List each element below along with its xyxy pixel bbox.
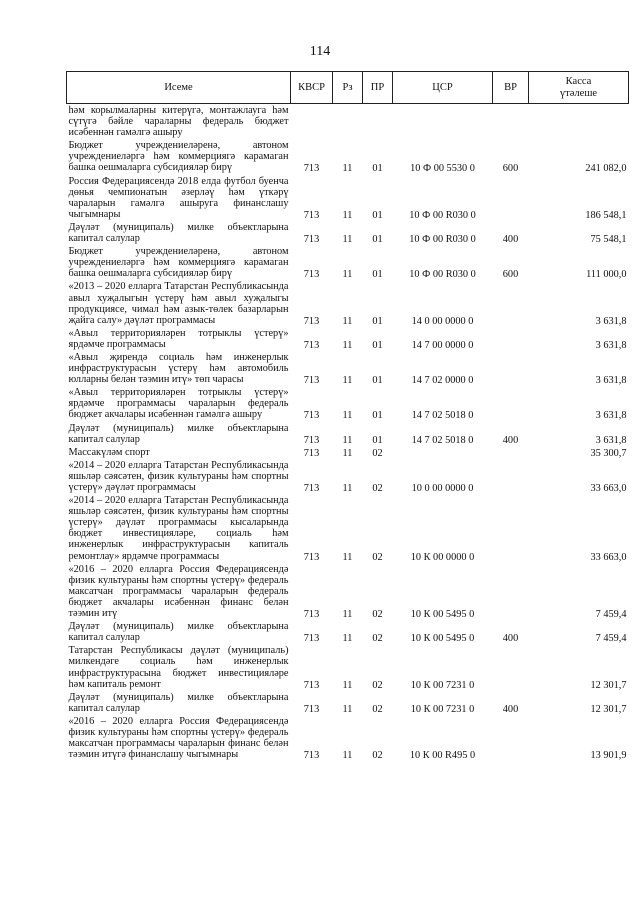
table-body bbox=[67, 104, 629, 762]
cell-vr bbox=[493, 644, 529, 690]
header-kassa bbox=[529, 72, 629, 104]
cell-rz: 11 bbox=[342, 269, 353, 281]
cell-vr: 400 bbox=[502, 434, 519, 446]
cell-rz: 11 bbox=[342, 551, 353, 563]
cell-name: «2016 – 2020 елларга Россия Федерациясендә физик культураны һәм спортны үстерү» федераль максатчан программасы чараларын федераль бюджет акчалары исәбеннән финанс белән тәэмин итү bbox=[68, 563, 289, 620]
cell-kassa: 186 548,1 bbox=[585, 209, 627, 221]
cell-kvsr: 713 bbox=[303, 315, 320, 327]
cell-csr: 10 К 00 7231 0 bbox=[410, 679, 475, 691]
cell-kvsr: 713 bbox=[303, 434, 320, 446]
cell-kassa: 12 301,7 bbox=[590, 703, 627, 715]
cell-pr: 02 bbox=[372, 609, 383, 621]
cell-vr: 400 bbox=[502, 234, 519, 246]
cell-kvsr: 713 bbox=[303, 209, 320, 221]
table-row bbox=[67, 715, 629, 761]
cell-name: «2014 – 2020 елларга Татарстан Республикасында яшьләр сәясәтен, физик культураны һәм спортны үстерү» дәүләт программасы кысаларында бюджет инвестицияләре, социаль һәм инженерлык инфраструктурасын капиталь ремонтлау» ярдәмче программасы bbox=[68, 495, 289, 562]
cell-pr: 01 bbox=[372, 163, 383, 175]
cell-vr bbox=[493, 351, 529, 386]
header-kvsr: КВСР bbox=[291, 72, 333, 104]
cell-vr bbox=[493, 563, 529, 620]
cell-name: Дәүләт (муниципаль) милке объектларына капитал салулар bbox=[68, 621, 289, 644]
cell-csr: 10 Ф 00 R030 0 bbox=[409, 269, 476, 281]
cell-kassa: 3 631,8 bbox=[595, 375, 627, 387]
table-row bbox=[67, 459, 629, 494]
cell-kvsr: 713 bbox=[303, 609, 320, 621]
cell-pr: 01 bbox=[372, 339, 383, 351]
cell-kvsr: 713 bbox=[303, 750, 320, 762]
cell-kassa: 3 631,8 bbox=[595, 339, 627, 351]
table-row bbox=[67, 644, 629, 690]
cell-rz: 11 bbox=[342, 703, 353, 715]
cell-rz: 11 bbox=[342, 375, 353, 387]
cell-pr bbox=[363, 104, 393, 140]
cell-rz: 11 bbox=[342, 163, 353, 175]
cell-kvsr: 713 bbox=[303, 410, 320, 422]
cell-kassa: 111 000,0 bbox=[586, 269, 627, 281]
cell-csr: 14 7 02 5018 0 bbox=[411, 410, 474, 422]
cell-kvsr: 713 bbox=[303, 269, 320, 281]
cell-vr: 600 bbox=[502, 163, 519, 175]
table-row bbox=[67, 351, 629, 386]
cell-name: «Авыл җирендә социаль һәм инженерлык инфраструктурасын үстерү һәм автомобиль юлларны белән тәэмин итү» төп чарасы bbox=[68, 351, 289, 386]
cell-name: Массакүләм спорт bbox=[68, 446, 150, 458]
cell-rz: 11 bbox=[342, 315, 353, 327]
budget-table bbox=[66, 71, 629, 761]
cell-csr: 14 7 02 5018 0 bbox=[411, 434, 474, 446]
cell-rz: 11 bbox=[342, 209, 353, 221]
cell-pr: 02 bbox=[372, 679, 383, 691]
cell-kassa: 13 901,9 bbox=[590, 750, 627, 762]
cell-name: Дәүләт (муниципаль) милке объектларына капитал салулар bbox=[68, 422, 289, 445]
cell-rz: 11 bbox=[342, 410, 353, 422]
cell-rz: 11 bbox=[342, 234, 353, 246]
cell-vr bbox=[493, 386, 529, 421]
cell-kvsr: 713 bbox=[303, 447, 320, 459]
cell-kvsr: 713 bbox=[303, 679, 320, 691]
cell-rz: 11 bbox=[342, 633, 353, 645]
cell-vr bbox=[493, 175, 529, 221]
table-row bbox=[67, 691, 629, 715]
cell-name: «2013 – 2020 елларга Татарстан Республикасында авыл хуҗалыгын үстерү һәм авыл хуҗалыгы продукциясе, чимал һәм азык-төлек базарларын җайга салу» дәүләт программасы bbox=[68, 281, 289, 326]
cell-name: «Авыл территорияләрен тотрыклы үстерү» ярдәмче программасы bbox=[68, 327, 289, 350]
cell-name: Татарстан Республикасы дәүләт (муниципаль) милкендәге социаль һәм инженерлык инфраструктурасына бюджет инвестицияләре һәм капиталь ремонт bbox=[68, 645, 289, 690]
cell-kassa: 241 082,0 bbox=[585, 163, 627, 175]
cell-vr bbox=[493, 446, 529, 459]
table-row bbox=[67, 139, 629, 174]
table-row bbox=[67, 221, 629, 245]
header-kassa-line2: үтәлеше bbox=[559, 87, 598, 99]
cell-name: Дәүләт (муниципаль) милке объектларына капитал салулар bbox=[68, 691, 289, 714]
cell-csr: 10 К 00 5495 0 bbox=[410, 633, 475, 645]
cell-kassa: 3 631,8 bbox=[595, 434, 627, 446]
cell-vr bbox=[493, 104, 529, 140]
cell-csr: 10 К 00 7231 0 bbox=[410, 703, 475, 715]
table-row bbox=[67, 327, 629, 351]
cell-vr bbox=[493, 494, 529, 563]
cell-csr: 10 К 00 R495 0 bbox=[409, 750, 476, 762]
cell-vr bbox=[493, 459, 529, 494]
cell-kassa: 3 631,8 bbox=[595, 315, 627, 327]
cell-name: «Авыл территорияләрен тотрыклы үстерү» ярдәмче программасы чараларын федераль бюджет акчалары исәбеннән гамәлгә ашыру bbox=[68, 387, 289, 421]
page-number: 114 bbox=[309, 44, 331, 59]
header-csr: ЦСР bbox=[393, 72, 493, 104]
cell-rz: 11 bbox=[342, 483, 353, 494]
cell-vr: 400 bbox=[502, 633, 519, 645]
cell-csr bbox=[393, 104, 493, 140]
cell-rz bbox=[333, 104, 363, 140]
table-row bbox=[67, 104, 629, 140]
cell-csr: 14 7 02 0000 0 bbox=[411, 375, 474, 387]
cell-name: «2016 – 2020 елларга Россия Федерациясендә физик культураны һәм спортны үстерү» федераль максатчан программасы чараларын финанс белән тәэмин итүгә финанслашу чыгымнары bbox=[68, 715, 289, 761]
table-row bbox=[67, 563, 629, 620]
cell-pr: 02 bbox=[372, 750, 383, 762]
cell-kvsr: 713 bbox=[303, 339, 320, 351]
cell-csr: 10 Ф 00 5530 0 bbox=[410, 163, 475, 175]
header-rz: Рз bbox=[333, 72, 363, 104]
cell-name: «2014 – 2020 елларга Татарстан Республикасында яшьләр сәясәтен, физик культураны һәм спортны үстерү» дәүләт программасы bbox=[68, 459, 289, 493]
cell-name: Россия Федерациясендә 2018 елда футбол буенча дөнья чемпионатын әзерләү һәм үткәрү чараларын гамәлгә ашыруга финанслашу чыгымнары bbox=[68, 175, 289, 220]
cell-vr bbox=[493, 715, 529, 761]
cell-rz: 11 bbox=[342, 447, 353, 459]
cell-kvsr: 713 bbox=[303, 483, 320, 494]
table-row bbox=[67, 280, 629, 326]
cell-kassa: 75 548,1 bbox=[590, 234, 627, 246]
cell-rz: 11 bbox=[342, 679, 353, 691]
cell-pr: 02 bbox=[372, 447, 383, 459]
cell-kassa: 3 631,8 bbox=[595, 410, 627, 422]
cell-vr: 400 bbox=[502, 703, 519, 715]
cell-pr: 02 bbox=[372, 703, 383, 715]
cell-pr: 01 bbox=[372, 434, 383, 446]
cell-csr bbox=[393, 446, 493, 459]
cell-pr: 01 bbox=[372, 234, 383, 246]
table-row bbox=[67, 422, 629, 446]
cell-csr: 10 Ф 00 R030 0 bbox=[409, 234, 476, 246]
table-row bbox=[67, 494, 629, 563]
cell-name: Дәүләт (муниципаль) милке объектларына капитал салулар bbox=[68, 221, 289, 245]
cell-kvsr: 713 bbox=[303, 375, 320, 387]
cell-pr: 02 bbox=[372, 483, 383, 494]
header-kassa-line1: Касса bbox=[565, 75, 592, 87]
cell-csr: 14 0 00 0000 0 bbox=[411, 315, 474, 327]
table-row bbox=[67, 446, 629, 459]
cell-kvsr: 713 bbox=[303, 163, 320, 175]
cell-kassa: 33 663,0 bbox=[590, 483, 627, 494]
cell-vr: 600 bbox=[502, 269, 519, 281]
cell-pr: 01 bbox=[372, 410, 383, 422]
cell-rz: 11 bbox=[342, 750, 353, 762]
cell-pr: 01 bbox=[372, 269, 383, 281]
cell-kassa: 12 301,7 bbox=[590, 679, 627, 691]
cell-kvsr: 713 bbox=[303, 703, 320, 715]
cell-kassa bbox=[529, 104, 629, 140]
cell-name: Бюджет учреждениеләренә, автоном учреждениеләргә һәм коммерциягә карамаган башка оешмаларга субсидияләр бирү bbox=[68, 246, 289, 280]
table-row bbox=[67, 175, 629, 221]
cell-rz: 11 bbox=[342, 434, 353, 446]
cell-kvsr: 713 bbox=[303, 551, 320, 563]
header-vr: ВР bbox=[493, 72, 529, 104]
cell-csr: 10 0 00 0000 0 bbox=[411, 483, 474, 494]
cell-rz: 11 bbox=[342, 339, 353, 351]
cell-pr: 01 bbox=[372, 209, 383, 221]
cell-csr: 10 К 00 0000 0 bbox=[410, 551, 475, 563]
cell-kvsr bbox=[291, 104, 333, 140]
cell-pr: 01 bbox=[372, 375, 383, 387]
cell-csr: 10 К 00 5495 0 bbox=[410, 609, 475, 621]
cell-kvsr: 713 bbox=[303, 234, 320, 246]
cell-pr: 02 bbox=[372, 633, 383, 645]
cell-rz: 11 bbox=[342, 609, 353, 621]
header-pr: ПР bbox=[363, 72, 393, 104]
cell-kassa: 33 663,0 bbox=[590, 551, 627, 563]
cell-csr: 14 7 00 0000 0 bbox=[411, 339, 474, 351]
table-row bbox=[67, 620, 629, 644]
cell-kvsr: 713 bbox=[303, 633, 320, 645]
cell-kassa: 35 300,7 bbox=[590, 447, 627, 459]
cell-vr bbox=[493, 280, 529, 326]
table-row bbox=[67, 245, 629, 280]
cell-pr: 01 bbox=[372, 315, 383, 327]
cell-kassa: 7 459,4 bbox=[595, 609, 627, 621]
cell-name: һәм корылмаларны китерүгә, монтажлауга һәм сүтүгә бәйле чараларны федераль бюджет исәбеннән гамәлгә ашыру bbox=[68, 105, 289, 139]
cell-csr: 10 Ф 00 R030 0 bbox=[409, 209, 476, 221]
cell-kassa: 7 459,4 bbox=[595, 633, 627, 645]
table-row bbox=[67, 386, 629, 421]
cell-vr bbox=[493, 327, 529, 351]
header-name: Исеме bbox=[67, 72, 291, 104]
cell-name: Бюджет учреждениеләренә, автоном учреждениеләргә һәм коммерциягә карамаган башка оешмаларга субсидияләр бирү bbox=[68, 140, 289, 174]
cell-pr: 02 bbox=[372, 551, 383, 563]
table-header bbox=[67, 72, 629, 104]
